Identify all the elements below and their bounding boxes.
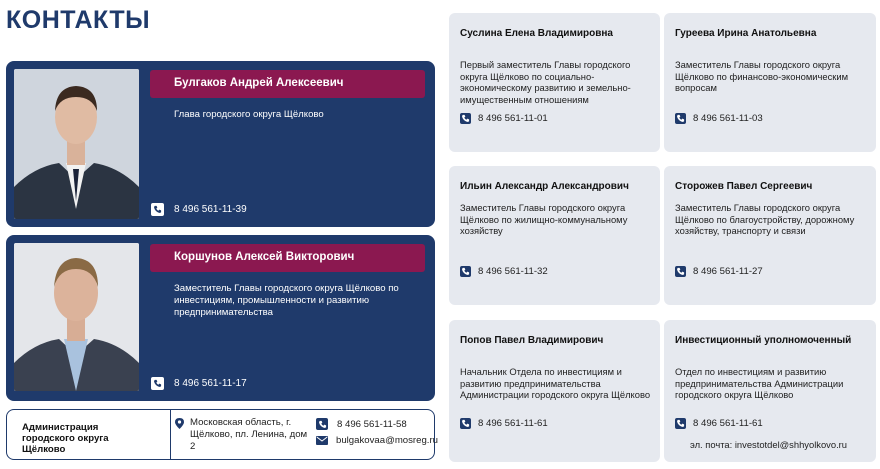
contact-name: Суслина Елена Владимировна bbox=[460, 28, 613, 39]
contact-phone[interactable] bbox=[675, 418, 763, 429]
leader-position: Заместитель Главы городского округа Щёлково по инвестициям, промышленности и развитию предпринимательства bbox=[174, 283, 399, 318]
contact-position: Первый заместитель Главы городского округа Щёлково по социально-экономическому развитию и земельно-имущественным отношениям bbox=[460, 59, 631, 105]
phone-icon bbox=[675, 113, 686, 124]
phone-icon bbox=[151, 203, 164, 216]
divider bbox=[170, 410, 171, 459]
contact-name: Попов Павел Владимирович bbox=[460, 335, 604, 346]
contact-phone-number: 8 496 561-11-61 bbox=[693, 418, 763, 429]
contact-phone[interactable] bbox=[675, 266, 763, 277]
contact-position: Заместитель Главы городского округа Щёлково по финансово-экономическим вопросам bbox=[675, 59, 849, 93]
contact-name: Инвестиционный уполномоченный bbox=[675, 335, 852, 346]
contact-email[interactable]: эл. почта: investotdel@shhyolkovo.ru bbox=[690, 439, 848, 450]
contact-position: Заместитель Главы городского округа Щёлково по жилищно-коммунальному хозяйству bbox=[460, 202, 628, 236]
page-title: КОНТАКТЫ bbox=[6, 6, 151, 34]
administration-email-address: bulgakovaa@mosreg.ru bbox=[336, 435, 438, 446]
mail-icon bbox=[316, 436, 328, 445]
phone-icon bbox=[675, 418, 686, 429]
contact-position: Заместитель Главы городского округа Щёлково по благоустройству, дорожному хозяйству, транспорту и связи bbox=[675, 202, 855, 236]
contact-phone[interactable] bbox=[675, 113, 763, 124]
administration-email[interactable] bbox=[316, 435, 438, 446]
administration-address-row bbox=[175, 417, 310, 453]
contact-position: Начальник Отдела по инвестициям и развитию предпринимательства Администрации городского округа Щёлково bbox=[460, 366, 651, 400]
contact-card bbox=[449, 320, 660, 462]
phone-icon bbox=[316, 418, 328, 430]
phone-icon bbox=[460, 266, 471, 277]
contact-phone-number: 8 496 561-11-61 bbox=[478, 418, 548, 429]
contact-phone-number: 8 496 561-11-27 bbox=[693, 266, 763, 277]
location-pin-icon bbox=[175, 417, 190, 453]
leader-card-deputy bbox=[6, 235, 435, 401]
administration-phone[interactable] bbox=[316, 418, 407, 430]
contact-card bbox=[664, 13, 876, 152]
contact-name: Гуреева Ирина Анатольевна bbox=[675, 28, 817, 39]
phone-icon bbox=[460, 418, 471, 429]
administration-box bbox=[6, 409, 438, 460]
contact-phone-number: 8 496 561-11-01 bbox=[478, 113, 548, 124]
leader-name: Коршунов Алексей Викторович bbox=[150, 244, 425, 272]
contact-phone[interactable] bbox=[460, 266, 548, 277]
contact-phone-number: 8 496 561-11-32 bbox=[478, 266, 548, 277]
contact-phone-number: 8 496 561-11-03 bbox=[693, 113, 763, 124]
leader-name: Булгаков Андрей Алексеевич bbox=[150, 70, 425, 98]
contact-card bbox=[449, 13, 660, 152]
leader-photo bbox=[14, 69, 139, 219]
leader-position: Глава городского округа Щёлково bbox=[174, 109, 324, 120]
administration-address: Московская область, г. Щёлково, пл. Ленина, дом 2 bbox=[190, 417, 308, 452]
phone-icon bbox=[151, 377, 164, 390]
administration-title: Администрация городского округа Щёлково bbox=[22, 422, 109, 455]
leader-phone[interactable] bbox=[151, 377, 247, 390]
contact-name: Ильин Александр Александрович bbox=[460, 181, 629, 192]
contact-card bbox=[449, 166, 660, 305]
leader-phone-number: 8 496 561-11-17 bbox=[174, 378, 247, 389]
contact-name: Сторожев Павел Сергеевич bbox=[675, 181, 813, 192]
contact-phone[interactable] bbox=[460, 418, 548, 429]
leader-phone-number: 8 496 561-11-39 bbox=[174, 204, 247, 215]
leader-phone[interactable] bbox=[151, 203, 247, 216]
contact-position: Отдел по инвестициям и развитию предпринимательства Администрации городского округа Щёлково bbox=[675, 366, 844, 400]
contact-phone[interactable] bbox=[460, 113, 548, 124]
contact-card bbox=[664, 320, 876, 462]
phone-icon bbox=[675, 266, 686, 277]
leader-photo bbox=[14, 243, 139, 391]
contact-card bbox=[664, 166, 876, 305]
phone-icon bbox=[460, 113, 471, 124]
administration-phone-number: 8 496 561-11-58 bbox=[337, 418, 407, 430]
leader-card-head bbox=[6, 61, 435, 227]
